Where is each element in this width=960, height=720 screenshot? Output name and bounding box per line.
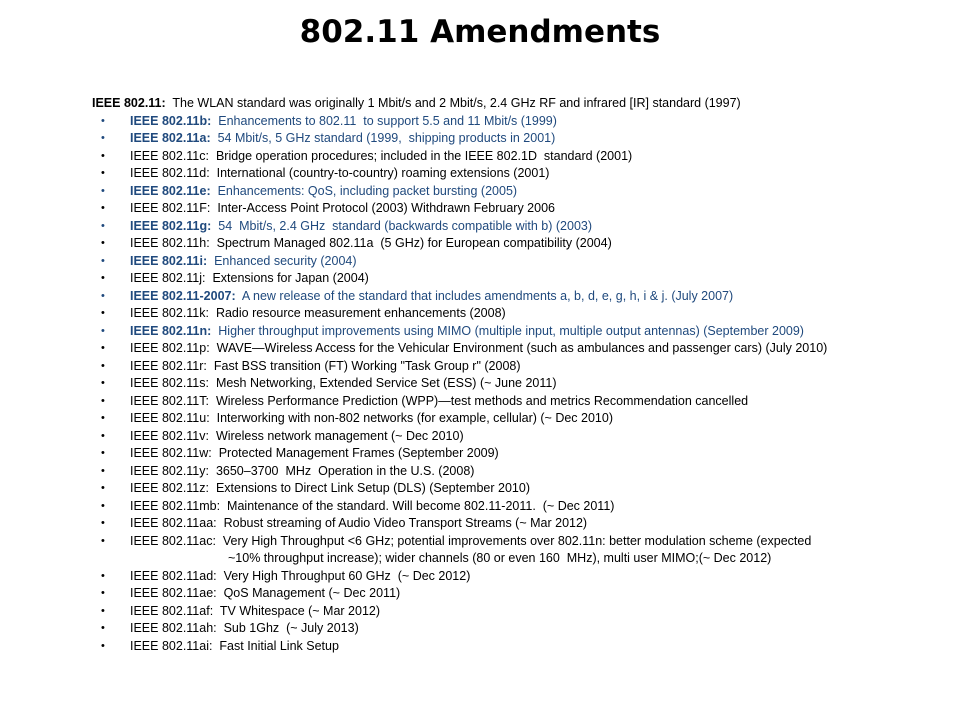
- amendment-desc: Very High Throughput <6 GHz; potential improvements over 802.11n: better modulation scheme (expected: [215, 533, 812, 548]
- amendment-desc: Very High Throughput 60 GHz (~ Dec 2012): [216, 568, 471, 583]
- bullet-icon: •: [101, 307, 105, 319]
- list-item-ae: [92, 585, 932, 603]
- amendment-desc: Robust streaming of Audio Video Transport Streams (~ Mar 2012): [216, 516, 588, 530]
- item-text: [130, 323, 932, 341]
- item-text: [130, 200, 932, 218]
- amendment-desc-continued: ~10% throughput increase); wider channels (80 or even 160 MHz), multi user MIMO;(~ Dec 2012): [228, 551, 772, 565]
- list-item-ai: [92, 638, 932, 656]
- item-text: [130, 253, 932, 271]
- amendment-desc: Wireless network management (~ Dec 2010): [209, 428, 464, 443]
- item-text: [130, 340, 932, 358]
- bullet-list: [92, 113, 932, 656]
- intro-label: IEEE 802.11:: [92, 96, 166, 110]
- amendment-label: IEEE 802.11mb:: [130, 498, 221, 513]
- list-item-T: [92, 393, 932, 411]
- amendment-label: IEEE 802.11v:: [130, 428, 209, 443]
- list-item-ad: [92, 568, 932, 586]
- amendment-desc: Enhanced security (2004): [207, 253, 357, 268]
- amendment-label: IEEE 802.11w:: [130, 446, 212, 460]
- bullet-icon: •: [101, 569, 105, 582]
- bullet-icon: •: [101, 622, 105, 634]
- bullet-icon: •: [101, 324, 105, 337]
- amendment-desc: Extensions to Direct Link Setup (DLS) (September 2010): [209, 481, 530, 495]
- bullet-icon: •: [101, 342, 105, 354]
- item-text: [130, 183, 932, 201]
- amendment-desc: Extensions for Japan (2004): [205, 271, 369, 285]
- amendment-desc: Mesh Networking, Extended Service Set (ESS) (~ June 2011): [209, 376, 557, 390]
- amendment-label: IEEE 802.11z:: [130, 481, 209, 495]
- list-item-w: [92, 445, 932, 463]
- list-item-g: [92, 218, 932, 236]
- item-text: [130, 428, 932, 446]
- item-text: [130, 498, 932, 516]
- list-item-aa: [92, 515, 932, 533]
- list-item-h: [92, 235, 932, 253]
- amendment-desc: Bridge operation procedures; included in the IEEE 802.1D standard (2001): [209, 148, 633, 163]
- bullet-icon: •: [101, 272, 105, 284]
- list-item-af: [92, 603, 932, 621]
- list-item-mb: [92, 498, 932, 516]
- bullet-icon: •: [101, 499, 105, 512]
- list-item-ac: [92, 533, 932, 568]
- intro-desc: The WLAN standard was originally 1 Mbit/s and 2 Mbit/s, 2.4 GHz RF and infrared [IR] standard (1997): [165, 96, 741, 110]
- amendment-label: IEEE 802.11n:: [130, 323, 212, 338]
- amendment-desc: 3650–3700 MHz Operation in the U.S. (2008): [209, 463, 475, 478]
- bullet-icon: •: [101, 219, 105, 232]
- item-text: [130, 515, 932, 533]
- amendment-desc: Interworking with non-802 networks (for example, cellular) (~ Dec 2010): [209, 411, 613, 425]
- bullet-icon: •: [101, 184, 105, 197]
- amendments-list: [92, 95, 932, 655]
- amendment-label: IEEE 802.11-2007:: [130, 288, 236, 303]
- bullet-icon: •: [101, 289, 105, 302]
- bullet-icon: •: [101, 482, 105, 494]
- amendment-label: IEEE 802.11h:: [130, 236, 210, 250]
- amendment-label: IEEE 802.11y:: [130, 463, 209, 478]
- amendment-label: IEEE 802.11e:: [130, 183, 211, 198]
- amendment-desc: QoS Management (~ Dec 2011): [216, 586, 401, 600]
- list-item-d: [92, 165, 932, 183]
- amendment-desc: TV Whitespace (~ Mar 2012): [213, 603, 381, 618]
- amendment-label: IEEE 802.11ac:: [130, 533, 216, 548]
- list-item-y: [92, 463, 932, 481]
- amendment-label: IEEE 802.11s:: [130, 376, 209, 390]
- list-item-j: [92, 270, 932, 288]
- amendment-desc: Inter-Access Point Protocol (2003) Withdrawn February 2006: [210, 201, 555, 215]
- bullet-icon: •: [101, 359, 105, 372]
- amendment-label: IEEE 802.11ad:: [130, 568, 217, 583]
- amendment-desc: Fast Initial Link Setup: [212, 638, 339, 653]
- item-text: [130, 393, 932, 411]
- amendment-desc: Protected Management Frames (September 2009): [211, 446, 499, 460]
- item-text: [130, 235, 932, 253]
- amendment-label: IEEE 802.11F:: [130, 201, 211, 215]
- list-item-F: [92, 200, 932, 218]
- amendment-label: IEEE 802.11ah:: [130, 621, 217, 635]
- amendment-desc: Fast BSS transition (FT) Working "Task Group r" (2008): [206, 358, 521, 373]
- amendment-label: IEEE 802.11i:: [130, 253, 208, 268]
- item-text: [130, 603, 932, 621]
- item-text: [130, 165, 932, 183]
- item-text: [130, 305, 932, 323]
- amendment-desc: Wireless Performance Prediction (WPP)—test methods and metrics Recommendation cancelled: [209, 393, 749, 408]
- bullet-icon: •: [101, 377, 105, 389]
- amendment-label: IEEE 802.11af:: [130, 603, 214, 618]
- item-text: [130, 445, 932, 463]
- list-item-k: [92, 305, 932, 323]
- list-item-c: [92, 148, 932, 166]
- item-text: [130, 620, 932, 638]
- amendment-label: IEEE 802.11T:: [130, 393, 209, 408]
- bullet-icon: •: [101, 587, 105, 599]
- amendment-desc: International (country-to-country) roaming extensions (2001): [209, 166, 550, 180]
- item-text: [130, 288, 932, 306]
- amendment-label: IEEE 802.11ai:: [130, 638, 213, 653]
- bullet-icon: •: [101, 132, 105, 144]
- bullet-icon: •: [101, 429, 105, 442]
- amendment-label: IEEE 802.11k:: [130, 306, 209, 320]
- list-item-v: [92, 428, 932, 446]
- item-text: [130, 130, 932, 148]
- bullet-icon: •: [101, 167, 105, 179]
- bullet-icon: •: [101, 202, 105, 214]
- item-text: [130, 113, 932, 131]
- amendment-desc: A new release of the standard that includes amendments a, b, d, e, g, h, i & j. (July 2007): [235, 288, 734, 303]
- bullet-icon: •: [101, 464, 105, 477]
- item-text: [130, 270, 932, 288]
- item-text: [130, 568, 932, 586]
- list-item-n: [92, 323, 932, 341]
- page-title: 802.11 Amendments: [299, 14, 661, 50]
- bullet-icon: •: [101, 394, 105, 407]
- amendment-label: IEEE 802.11ae:: [130, 586, 217, 600]
- amendment-label: IEEE 802.11r:: [130, 358, 207, 373]
- list-item-s: [92, 375, 932, 393]
- list-item-r: [92, 358, 932, 376]
- amendment-label: IEEE 802.11u:: [130, 411, 210, 425]
- amendment-desc: WAVE—Wireless Access for the Vehicular Environment (such as ambulances and passenger cars) (July 2010): [209, 341, 828, 355]
- list-item-u: [92, 410, 932, 428]
- amendment-label: IEEE 802.11j:: [130, 271, 206, 285]
- bullet-icon: •: [101, 114, 105, 127]
- bullet-icon: •: [101, 254, 105, 267]
- amendment-desc: Higher throughput improvements using MIMO (multiple input, multiple output antennas) (September 2009): [211, 323, 804, 338]
- item-text: [130, 218, 932, 236]
- amendment-desc: Maintenance of the standard. Will become 802.11-2011. (~ Dec 2011): [220, 498, 615, 513]
- list-item-z: [92, 480, 932, 498]
- item-text: [130, 638, 932, 656]
- bullet-icon: •: [101, 149, 105, 162]
- amendment-label: IEEE 802.11g:: [130, 218, 212, 233]
- item-text: [130, 463, 932, 481]
- amendment-desc: 54 Mbit/s, 5 GHz standard (1999, shipping products in 2001): [210, 131, 556, 145]
- list-item-2007: [92, 288, 932, 306]
- amendment-desc: Sub 1Ghz (~ July 2013): [216, 621, 359, 635]
- item-text: [130, 585, 932, 603]
- list-item-p: [92, 340, 932, 358]
- list-item-ah: [92, 620, 932, 638]
- list-item-e: [92, 183, 932, 201]
- item-text: [130, 533, 932, 568]
- amendment-label: IEEE 802.11aa:: [130, 516, 217, 530]
- bullet-icon: •: [101, 237, 105, 249]
- amendment-label: IEEE 802.11p:: [130, 341, 210, 355]
- item-text: [130, 480, 932, 498]
- amendment-desc: 54 Mbit/s, 2.4 GHz standard (backwards compatible with b) (2003): [211, 218, 593, 233]
- amendment-label: IEEE 802.11d:: [130, 166, 210, 180]
- amendment-desc: Enhancements to 802.11 to support 5.5 and 11 Mbit/s (1999): [211, 113, 557, 128]
- amendment-desc: Spectrum Managed 802.11a (5 GHz) for European compatibility (2004): [209, 236, 612, 250]
- item-text: [130, 410, 932, 428]
- item-text: [130, 375, 932, 393]
- bullet-icon: •: [101, 639, 105, 652]
- amendment-desc: Enhancements: QoS, including packet bursting (2005): [210, 183, 518, 198]
- bullet-icon: •: [101, 517, 105, 529]
- list-item-a: [92, 130, 932, 148]
- amendment-label: IEEE 802.11a:: [130, 131, 211, 145]
- bullet-icon: •: [101, 604, 105, 617]
- bullet-icon: •: [101, 534, 105, 547]
- intro-line: [92, 95, 932, 113]
- bullet-icon: •: [101, 447, 105, 459]
- item-text: [130, 148, 932, 166]
- amendment-label: IEEE 802.11c:: [130, 148, 209, 163]
- list-item-b: [92, 113, 932, 131]
- bullet-icon: •: [101, 412, 105, 424]
- item-text: [130, 358, 932, 376]
- amendment-label: IEEE 802.11b:: [130, 113, 212, 128]
- amendment-desc: Radio resource measurement enhancements (2008): [209, 306, 506, 320]
- list-item-i: [92, 253, 932, 271]
